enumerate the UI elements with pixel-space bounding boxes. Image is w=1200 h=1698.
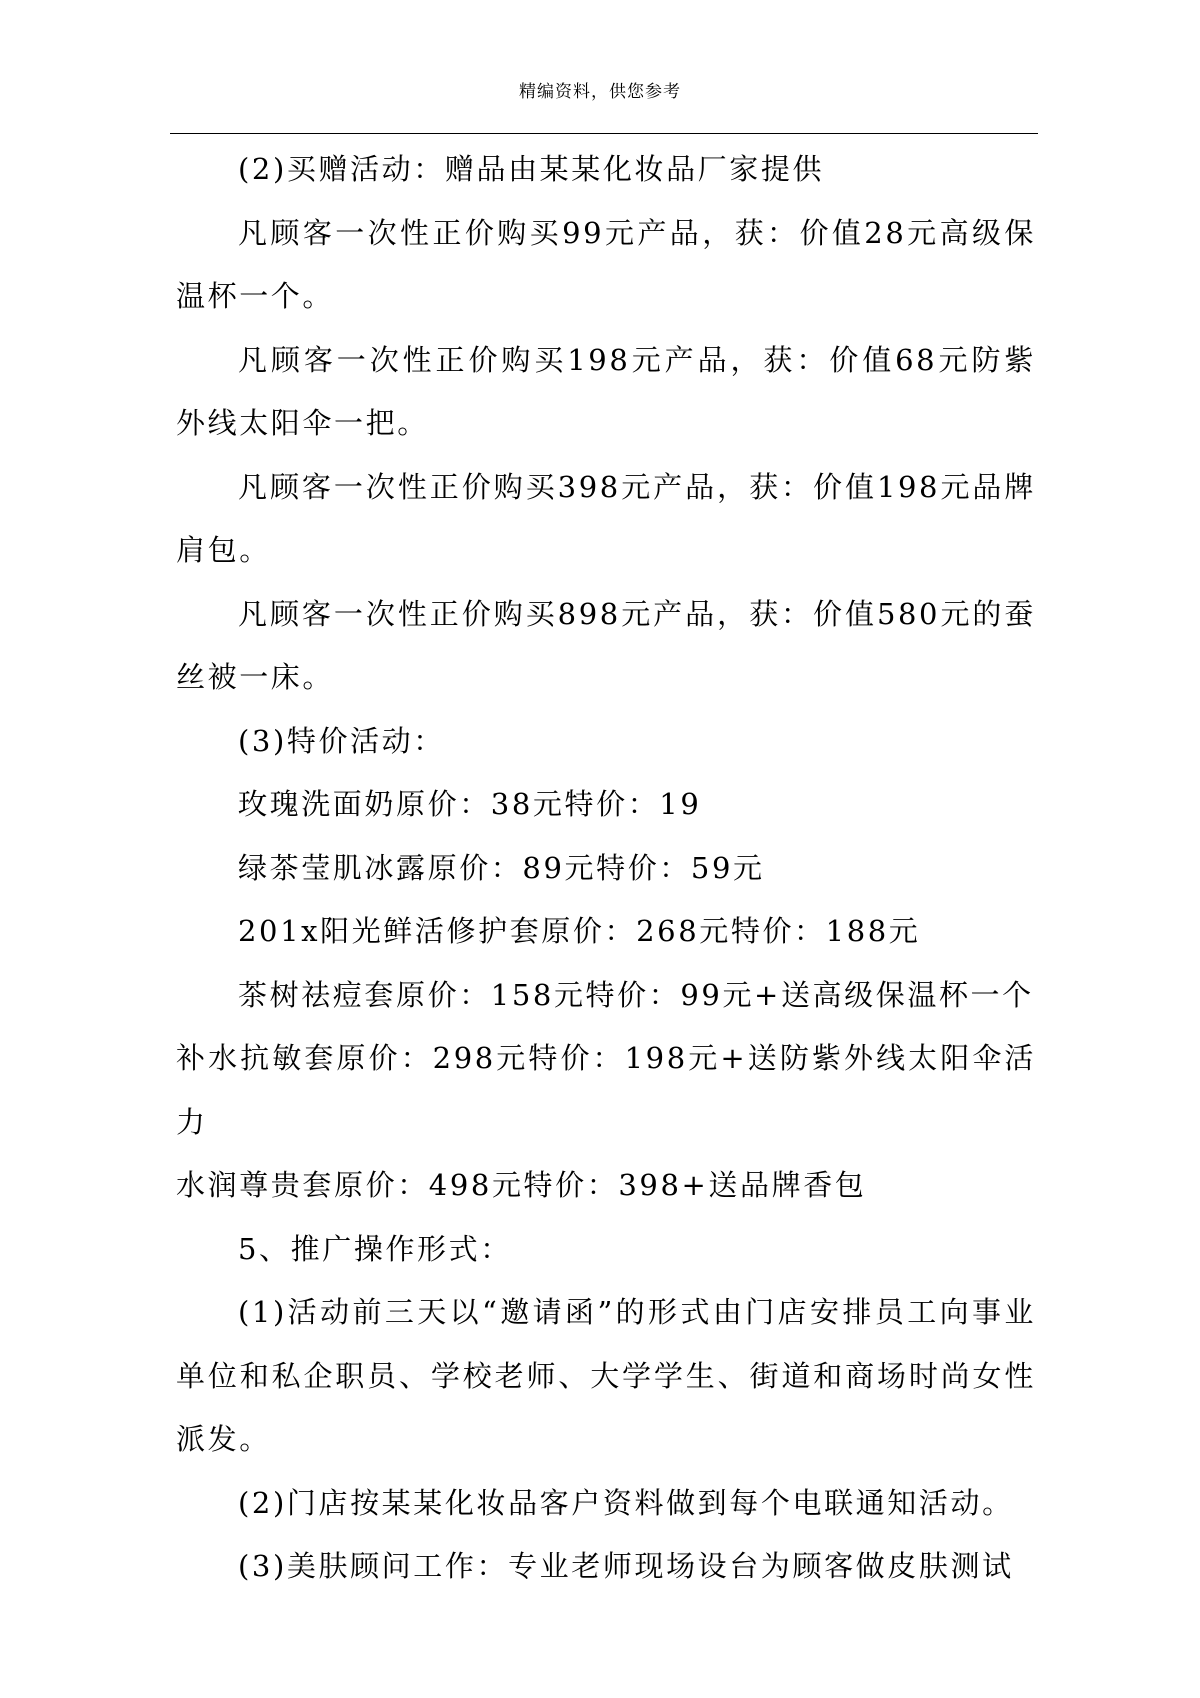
paragraph-gift-398: 凡顾客一次性正价购买398元产品，获：价值198元品牌肩包。 <box>176 469 1036 567</box>
paragraph-gift-99: 凡顾客一次性正价购买99元产品，获：价值28元高级保温杯一个。 <box>176 215 1036 313</box>
paragraph-sunshine-repair-set: 201x阳光鲜活修护套原价：268元特价：188元 <box>238 914 921 948</box>
page-header: 精编资料，供您参考 <box>519 82 681 102</box>
document-body <box>176 138 1036 1599</box>
paragraph-buy-gift-heading: (2)买赠活动：赠品由某某化妆品厂家提供 <box>238 152 825 186</box>
paragraph-hydrating-set: 补水抗敏套原价：298元特价：198元+送防紫外线太阳伞活力 <box>176 1041 1036 1139</box>
paragraph-invitation: (1)活动前三天以“邀请函”的形式由门店安排员工向事业单位和私企职员、学校老师、大学学生、街道和商场时尚女性派发。 <box>176 1295 1036 1456</box>
paragraph-tea-tree-set: 茶树祛痘套原价：158元特价：99元+送高级保温杯一个 <box>238 977 1034 1012</box>
paragraph-gift-198: 凡顾客一次性正价购买198元产品，获：价值68元防紫外线太阳伞一把。 <box>176 342 1036 440</box>
paragraph-premium-set: 水润尊贵套原价：498元特价：398+送品牌香包 <box>176 1168 867 1202</box>
paragraph-phone-notice: (2)门店按某某化妆品客户资料做到每个电联通知活动。 <box>238 1485 1014 1520</box>
paragraph-promotion-heading: 5、推广操作形式： <box>238 1231 512 1266</box>
paragraph-beauty-consultant: (3)美肤顾问工作：专业老师现场设台为顾客做皮肤测试 <box>238 1549 1014 1583</box>
paragraph-green-tea-dew: 绿茶莹肌冰露原价：89元特价：59元 <box>238 850 765 885</box>
header-divider <box>170 133 1038 134</box>
paragraph-special-price-heading: (3)特价活动： <box>238 723 445 758</box>
paragraph-gift-898: 凡顾客一次性正价购买898元产品，获：价值580元的蚕丝被一床。 <box>176 596 1036 694</box>
paragraph-rose-cleanser: 玫瑰洗面奶原价：38元特价：19 <box>238 787 702 821</box>
